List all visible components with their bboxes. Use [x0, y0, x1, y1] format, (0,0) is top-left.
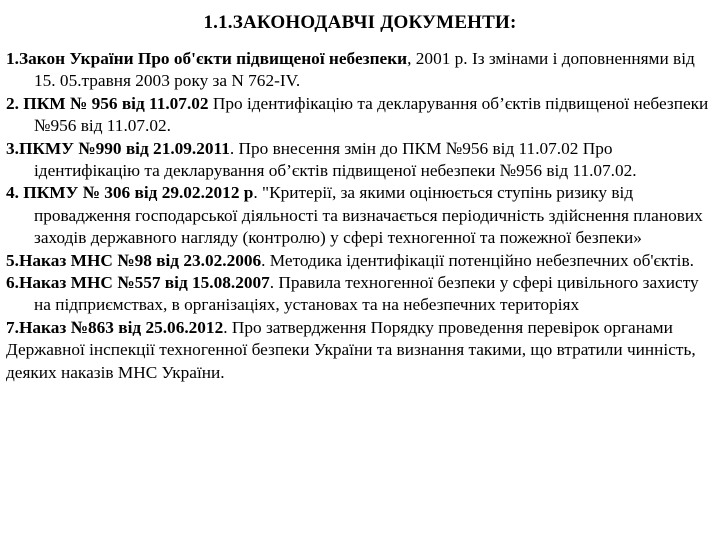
item-lead: 4. ПКМУ № 306 від 29.02.2012 р: [6, 183, 254, 203]
item-text: . Про внесення змін до ПКМ №956 від 11.07.02 Про ідентифікацію та декларування об’єктів підвищеної небезпеки №956 від 11.07.02.: [34, 138, 637, 181]
item-lead: 3.ПКМУ №990 від 21.09.2011: [6, 138, 230, 158]
item-text: . "Критерії, за якими оцінюється ступінь ризику від провадження господарської діяльності та визначається періодичність здійснення планових заходів державного нагляду (контролю) у сфері техногенної та пожежної безпеки»: [34, 183, 703, 248]
list-item-pkmu-306: [6, 182, 714, 249]
item-text: , 2001 р. Із змінами і доповненнями від 15. 05.травня 2003 року за N 762-IV.: [34, 49, 695, 91]
item-lead: 6.Наказ МНС №557 від 15.08.2007: [6, 273, 270, 293]
list-item-order-98: [6, 250, 714, 272]
list-item-law: [6, 48, 714, 93]
list-item-pkm-956: [6, 93, 714, 138]
item-text: . Про затвердження Порядку проведення перевірок органами Державної інспекції техногенної безпеки України та визнання такими, що втратили чинність, деяких наказів МНС України.: [6, 317, 696, 382]
list-item-order-863: [6, 317, 714, 384]
document-list: [6, 48, 714, 384]
item-text: . Методика ідентифікації потенційно небезпечних об'єктів.: [261, 250, 694, 270]
item-lead: 2. ПКМ № 956 від 11.07.02: [6, 93, 209, 113]
item-lead: 7.Наказ №863 від 25.06.2012: [6, 317, 224, 337]
page-title: 1.1.ЗАКОНОДАВЧІ ДОКУМЕНТИ:: [203, 12, 517, 33]
item-text: Про ідентифікацію та декларування об’єктів підвищеної небезпеки №956 від 11.07.02.: [34, 93, 709, 136]
item-text: . Правила техногенної безпеки у сфері цивільного захисту на підприємствах, в організаціях, установах та на небезпечних територіях: [34, 273, 699, 315]
item-lead: 1.Закон України Про об'єкти підвищеної небезпеки: [6, 49, 408, 68]
list-item-pkmu-990: [6, 138, 714, 183]
list-item-order-557: [6, 272, 714, 317]
item-lead: 5.Наказ МНС №98 від 23.02.2006: [6, 250, 262, 270]
